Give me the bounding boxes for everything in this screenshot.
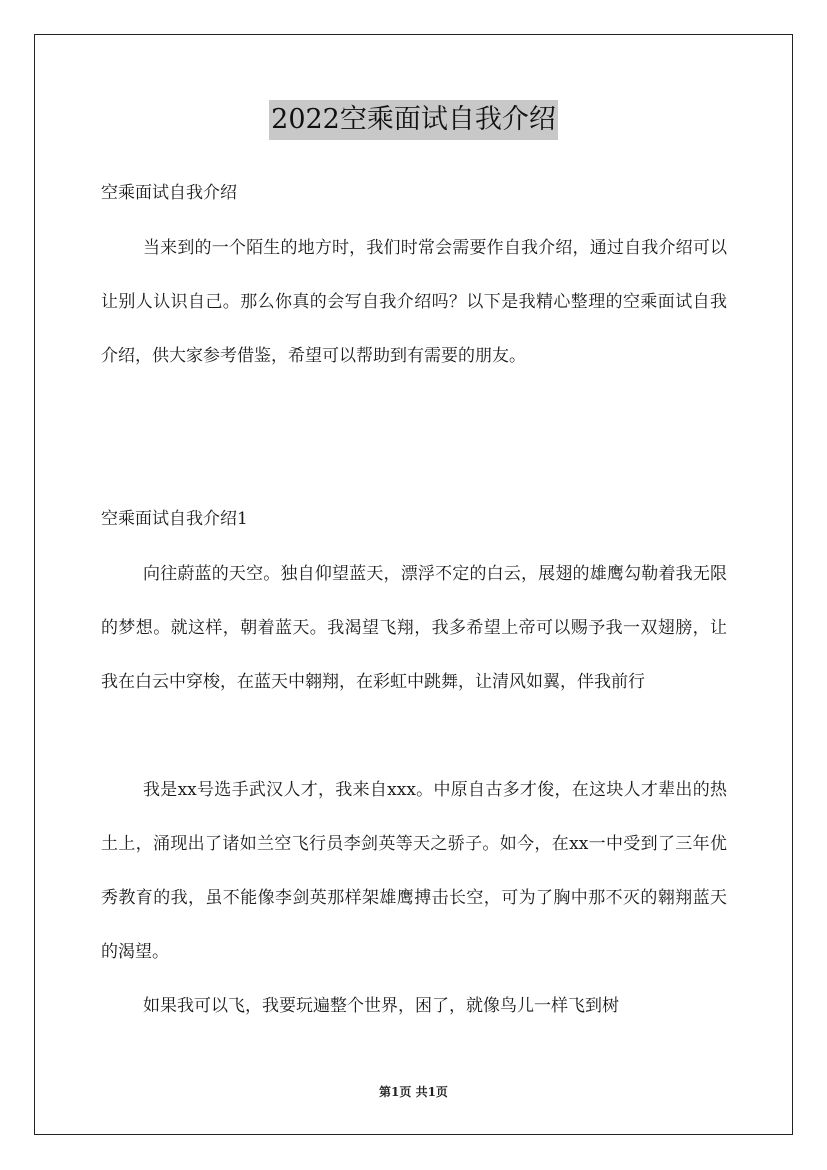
intro-paragraph: 当来到的一个陌生的地方时，我们时常会需要作自我介绍，通过自我介绍可以让别人认识自己。那么你真的会写自我介绍吗？以下是我精心整理的空乘面试自我介绍，供大家参考借鉴，希望可以帮助到有需要的朋友。 [101, 238, 727, 366]
document-title: 2022空乘面试自我介绍 [269, 100, 558, 140]
section-1-paragraph-1: 向往蔚蓝的天空。独自仰望蓝天，漂浮不定的白云，展翅的雄鹰勾勒着我无限的梦想。就这样，朝着蓝天。我渴望飞翔，我多希望上帝可以赐予我一双翅膀，让我在白云中穿梭，在蓝天中翱翔，在彩虹中跳舞，让清风如翼，伴我前行 [101, 564, 727, 692]
page-footer: 第1页 共1页 [379, 1085, 448, 1099]
title-container [0, 100, 827, 140]
section-1-paragraph-2: 我是xx号选手武汉人才，我来自xxx。中原自古多才俊，在这块人才辈出的热土上，涌现出了诸如兰空飞行员李剑英等天之骄子。如今，在xx一中受到了三年优秀教育的我，虽不能像李剑英那样架雄鹰搏击长空，可为了胸中那不灭的翱翔蓝天的渴望。 [101, 780, 727, 962]
section-1-paragraph-3: 如果我可以飞，我要玩遍整个世界，困了，就像鸟儿一样飞到树 [143, 996, 619, 1016]
section-1-heading: 空乘面试自我介绍1 [101, 509, 248, 529]
subtitle-heading: 空乘面试自我介绍 [101, 183, 237, 203]
